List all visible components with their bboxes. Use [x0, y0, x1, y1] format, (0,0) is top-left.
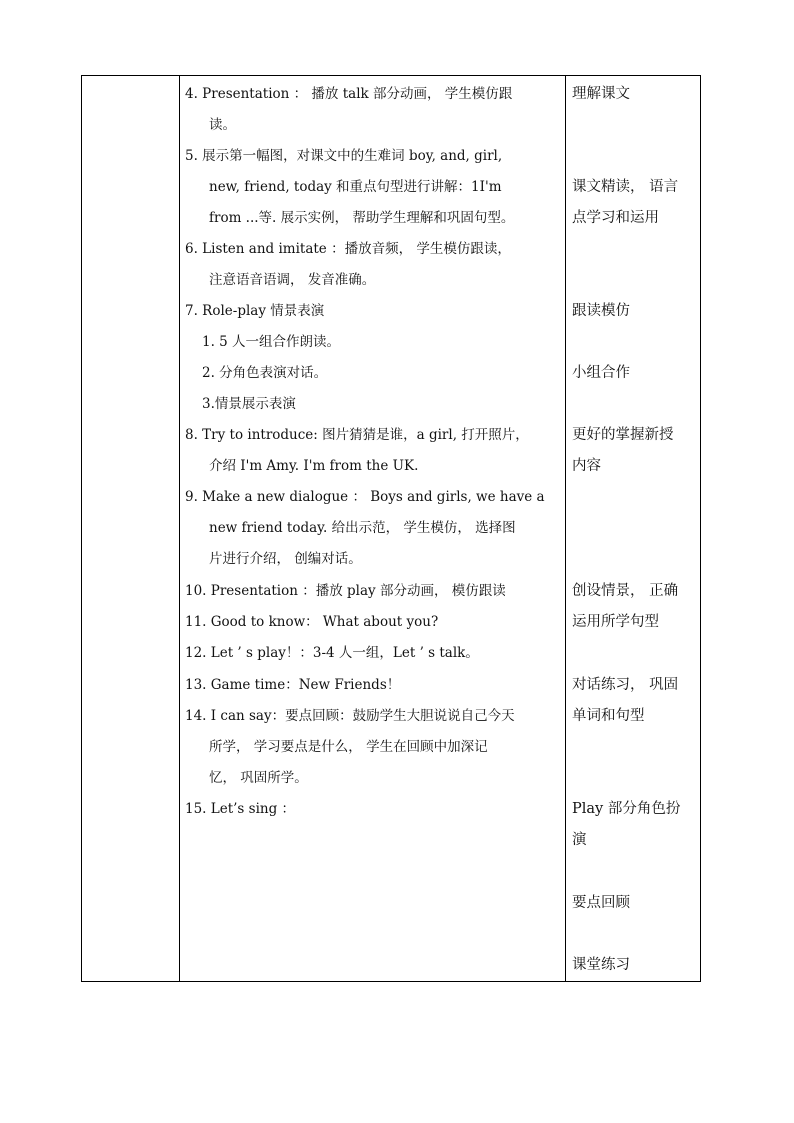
intent-intensive-reading-line-2: 点学习和运用	[572, 210, 659, 226]
activity-7-sub-2: 2. 分角色表演对话。	[202, 365, 328, 381]
lesson-plan-table	[81, 75, 701, 982]
activity-15: 15. Let’s sing ：	[185, 801, 296, 817]
activity-7-sub-1: 1. 5 人一组合作朗读。	[202, 334, 341, 350]
intent-create-scene-line-1: 创设情景， 正确	[572, 583, 679, 599]
activity-14-line-2: 所学， 学习要点是什么， 学生在回顾中加深记	[209, 739, 488, 755]
activity-5-line-3: from ...等. 展示实例， 帮助学生理解和巩固句型。	[209, 210, 515, 226]
activity-7-line-1: 7. Role-play 情景表演	[185, 303, 325, 319]
activity-14-line-1: 14. I can say：要点回顾：鼓励学生大胆说说自己今天	[185, 708, 515, 724]
activity-8-line-1: 8. Try to introduce: 图片猜猜是谁，a girl, 打开照片，	[185, 427, 529, 443]
column-divider-right	[565, 76, 566, 981]
activity-6-line-1: 6. Listen and imitate ：播放音频， 学生模仿跟读，	[185, 241, 511, 257]
activity-4-line-1: 4. Presentation ： 播放 talk 部分动画， 学生模仿跟	[185, 86, 513, 102]
activity-9-line-3: 片进行介绍， 创编对话。	[209, 551, 362, 567]
activity-5-line-2: new, friend, today 和重点句型进行讲解：1I'm	[209, 179, 502, 195]
intent-intensive-reading-line-1: 课文精读， 语言	[572, 179, 679, 195]
activity-13: 13. Game time：New Friends！	[185, 677, 401, 693]
activity-4-line-2: 读。	[209, 117, 236, 133]
activity-9-line-2: new friend today. 给出示范， 学生模仿， 选择图	[209, 520, 516, 536]
activity-8-line-2: 介绍 I'm Amy. I'm from the UK.	[209, 458, 419, 474]
activity-10: 10. Presentation ：播放 play 部分动画， 模仿跟读	[185, 583, 506, 599]
intent-dialogue-practice-line-2: 单词和句型	[572, 708, 645, 724]
intent-group-work: 小组合作	[572, 365, 630, 381]
intent-understand-text: 理解课文	[572, 86, 630, 102]
column-divider-left	[179, 76, 180, 981]
intent-role-play-line-2: 演	[572, 832, 587, 848]
intent-class-exercise: 课堂练习	[572, 957, 630, 973]
intent-role-play-line-1: Play 部分角色扮	[572, 801, 681, 817]
activity-7-sub-3: 3.情景展示表演	[202, 396, 296, 412]
activity-9-line-1: 9. Make a new dialogue ： Boys and girls, we have a	[185, 489, 545, 505]
activity-5-line-1: 5. 展示第一幅图，对课文中的生难词 boy, and, girl,	[185, 148, 503, 164]
activity-6-line-2: 注意语音语调， 发音准确。	[209, 272, 376, 288]
intent-read-imitate: 跟读模仿	[572, 303, 630, 319]
intent-master-new-line-1: 更好的掌握新授	[572, 427, 674, 443]
activity-11: 11. Good to know： What about you?	[185, 614, 439, 630]
intent-create-scene-line-2: 运用所学句型	[572, 614, 659, 630]
intent-key-review: 要点回顾	[572, 895, 630, 911]
activity-12: 12. Let ’ s play！：3-4 人一组，Let ’ s talk。	[185, 645, 479, 661]
activity-14-line-3: 忆， 巩固所学。	[209, 770, 308, 786]
intent-dialogue-practice-line-1: 对话练习， 巩固	[572, 677, 679, 693]
intent-master-new-line-2: 内容	[572, 458, 601, 474]
